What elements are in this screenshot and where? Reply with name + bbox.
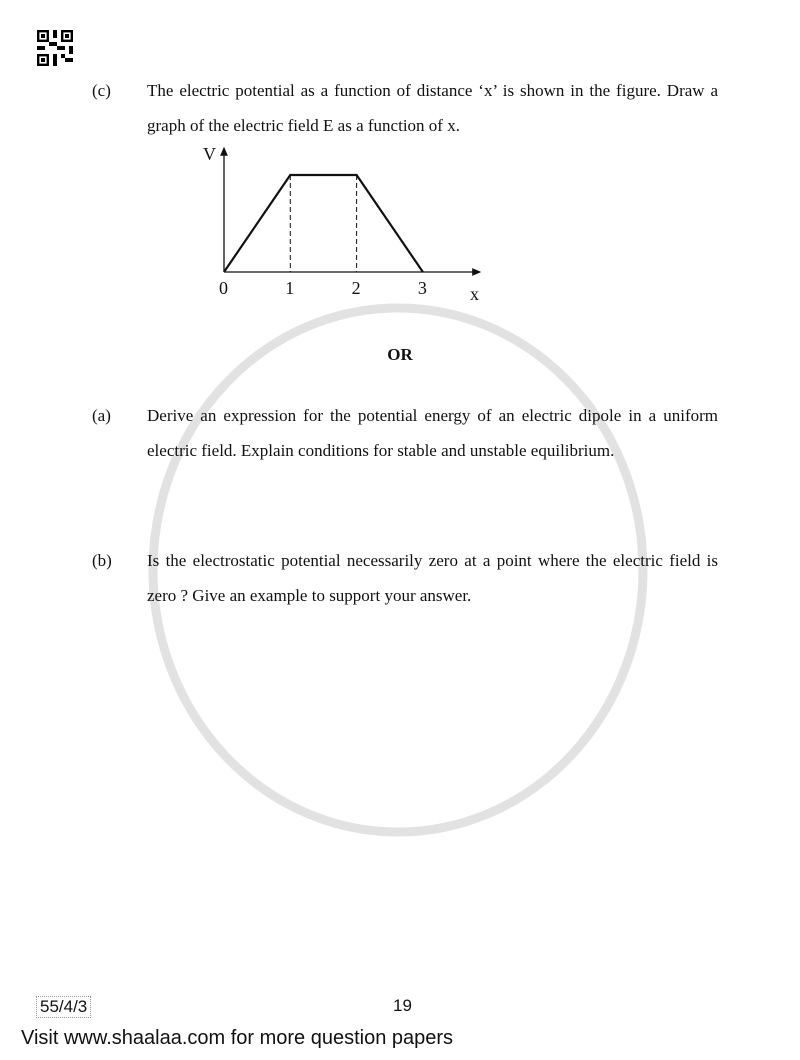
x-tick-label: 2 [351, 278, 361, 298]
question-a-label: (a) [92, 406, 111, 425]
question-c-label: (c) [92, 81, 111, 100]
visit-link[interactable]: Visit www.shaalaa.com for more question papers [21, 1027, 454, 1049]
question-c-text: The electric potential as a function of distance ‘x’ is shown in the figure. Draw a graph of the electric field E as a function of x. [147, 81, 718, 135]
x-tick-label: 1 [285, 278, 295, 298]
page-number: 19 [393, 996, 412, 1015]
potential-curve [224, 175, 423, 272]
or-divider: OR [387, 345, 413, 364]
question-b-text: Is the electrostatic potential necessarily zero at a point where the electric field is zero ? Give an example to support your answer. [147, 551, 718, 605]
x-axis-label: x [470, 284, 479, 304]
y-axis-label: V [203, 144, 216, 164]
x-tick-label: 3 [417, 278, 427, 298]
potential-graph [0, 0, 800, 320]
question-a-text: Derive an expression for the potential energy of an electric dipole in a uniform electric field. Explain conditions for stable and unstable equilibrium. [147, 406, 718, 460]
question-b-label: (b) [92, 551, 112, 570]
paper-code: 55/4/3 [36, 996, 91, 1018]
x-tick-label: 0 [219, 278, 228, 298]
